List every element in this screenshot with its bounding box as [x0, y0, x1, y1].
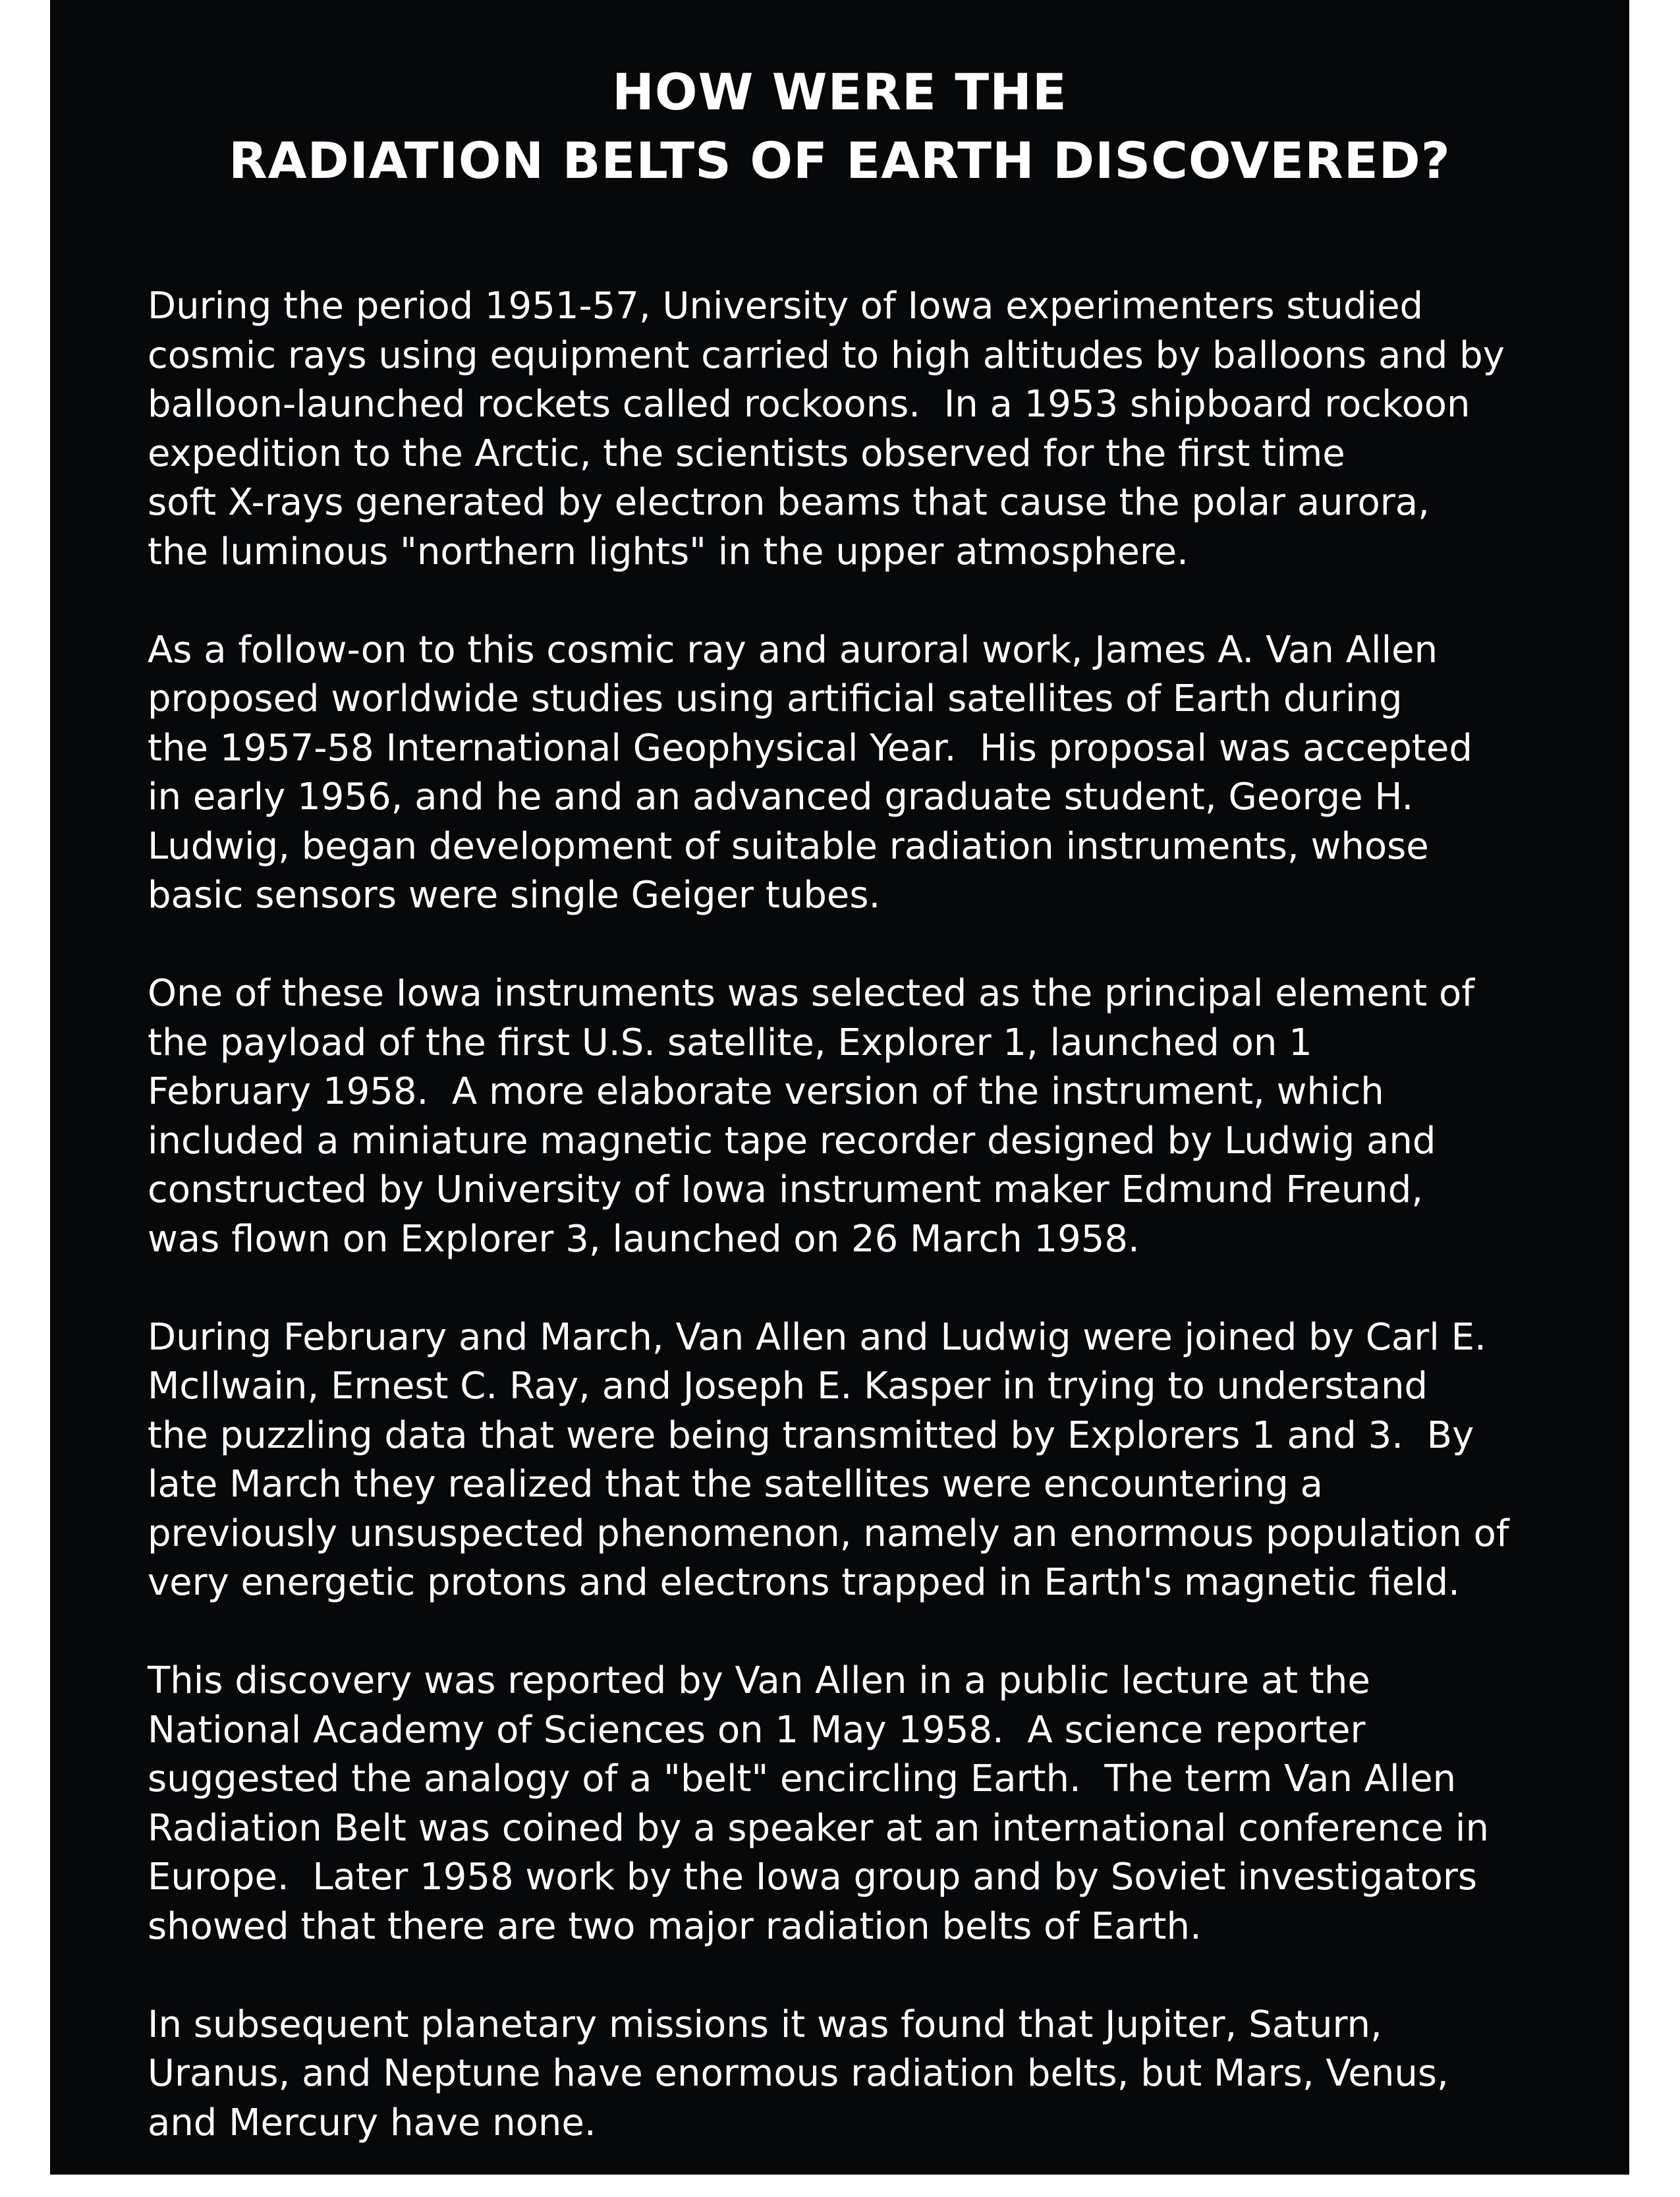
text-line: This discovery was reported by Van Allen in a public lecture at the [148, 1659, 1370, 1702]
text-line: previously unsuspected phenomenon, namely an enormous population of [148, 1512, 1509, 1555]
paragraph-satellite-proposal [148, 626, 1584, 921]
text-line: in early 1956, and he and an advanced graduate student, George H. [148, 776, 1414, 818]
text-line: very energetic protons and electrons trapped in Earth's magnetic field. [148, 1561, 1460, 1604]
text-line: and Mercury have none. [148, 2101, 596, 2144]
text-line: late March they realized that the satellites were encountering a [148, 1463, 1323, 1506]
text-line: One of these Iowa instruments was selected as the principal element of [148, 972, 1474, 1015]
text-line: McIlwain, Ernest C. Ray, and Joseph E. Kasper in trying to understand [148, 1365, 1428, 1408]
text-line: proposed worldwide studies using artificial satellites of Earth during [148, 677, 1403, 720]
text-line: expedition to the Arctic, the scientists observed for the first time [148, 432, 1345, 475]
text-line: the luminous "northern lights" in the upper atmosphere. [148, 530, 1189, 573]
text-line: As a follow-on to this cosmic ray and auroral work, James A. Van Allen [148, 628, 1438, 671]
text-line: During February and March, Van Allen and Ludwig were joined by Carl E. [148, 1315, 1486, 1359]
text-line: the 1957-58 International Geophysical Year. His proposal was accepted [148, 726, 1472, 770]
text-line: soft X-rays generated by electron beams that cause the polar aurora, [148, 481, 1430, 524]
text-line: included a miniature magnetic tape recorder designed by Ludwig and [148, 1119, 1436, 1162]
text-line: cosmic rays using equipment carried to high altitudes by balloons and by [148, 333, 1505, 377]
article-body [148, 282, 1584, 2197]
text-line: the payload of the first U.S. satellite, Explorer 1, launched on 1 [148, 1021, 1312, 1064]
text-line: the puzzling data that were being transmitted by Explorers 1 and 3. By [148, 1413, 1474, 1457]
paragraph-planetary-missions [148, 2001, 1584, 2148]
text-line: During the period 1951-57, University of Iowa experimenters studied [148, 285, 1424, 328]
title-line: HOW WERE THE [612, 63, 1067, 121]
title-line: RADIATION BELTS OF EARTH DISCOVERED? [229, 131, 1451, 190]
text-line: basic sensors were single Geiger tubes. [148, 874, 881, 917]
text-line: balloon-launched rockets called rockoons. In a 1953 shipboard rockoon [148, 383, 1470, 426]
paragraph-explorer-missions [148, 969, 1584, 1264]
text-line: was flown on Explorer 3, launched on 26 March 1958. [148, 1217, 1140, 1261]
text-line: Uranus, and Neptune have enormous radiation belts, but Mars, Venus, [148, 2052, 1449, 2095]
text-line: suggested the analogy of a "belt" encircling Earth. The term Van Allen [148, 1757, 1457, 1800]
text-line: showed that there are two major radiation belts of Earth. [148, 1904, 1202, 1948]
text-line: In subsequent planetary missions it was found that Jupiter, Saturn, [148, 2003, 1382, 2046]
paragraph-announcement [148, 1657, 1584, 1951]
document-panel [50, 0, 1629, 2175]
text-line: constructed by University of Iowa instrument maker Edmund Freund, [148, 1168, 1424, 1211]
text-line: Europe. Later 1958 work by the Iowa group and by Soviet investigators [148, 1856, 1478, 1898]
page-title [50, 58, 1629, 195]
text-line: February 1958. A more elaborate version of the instrument, which [148, 1070, 1384, 1113]
paragraph-early-research [148, 282, 1584, 577]
text-line: National Academy of Sciences on 1 May 1958. A science reporter [148, 1708, 1366, 1752]
text-line: Ludwig, began development of suitable radiation instruments, whose [148, 824, 1429, 868]
text-line: Radiation Belt was coined by a speaker at an international conference in [148, 1806, 1489, 1850]
paragraph-discovery [148, 1313, 1584, 1608]
